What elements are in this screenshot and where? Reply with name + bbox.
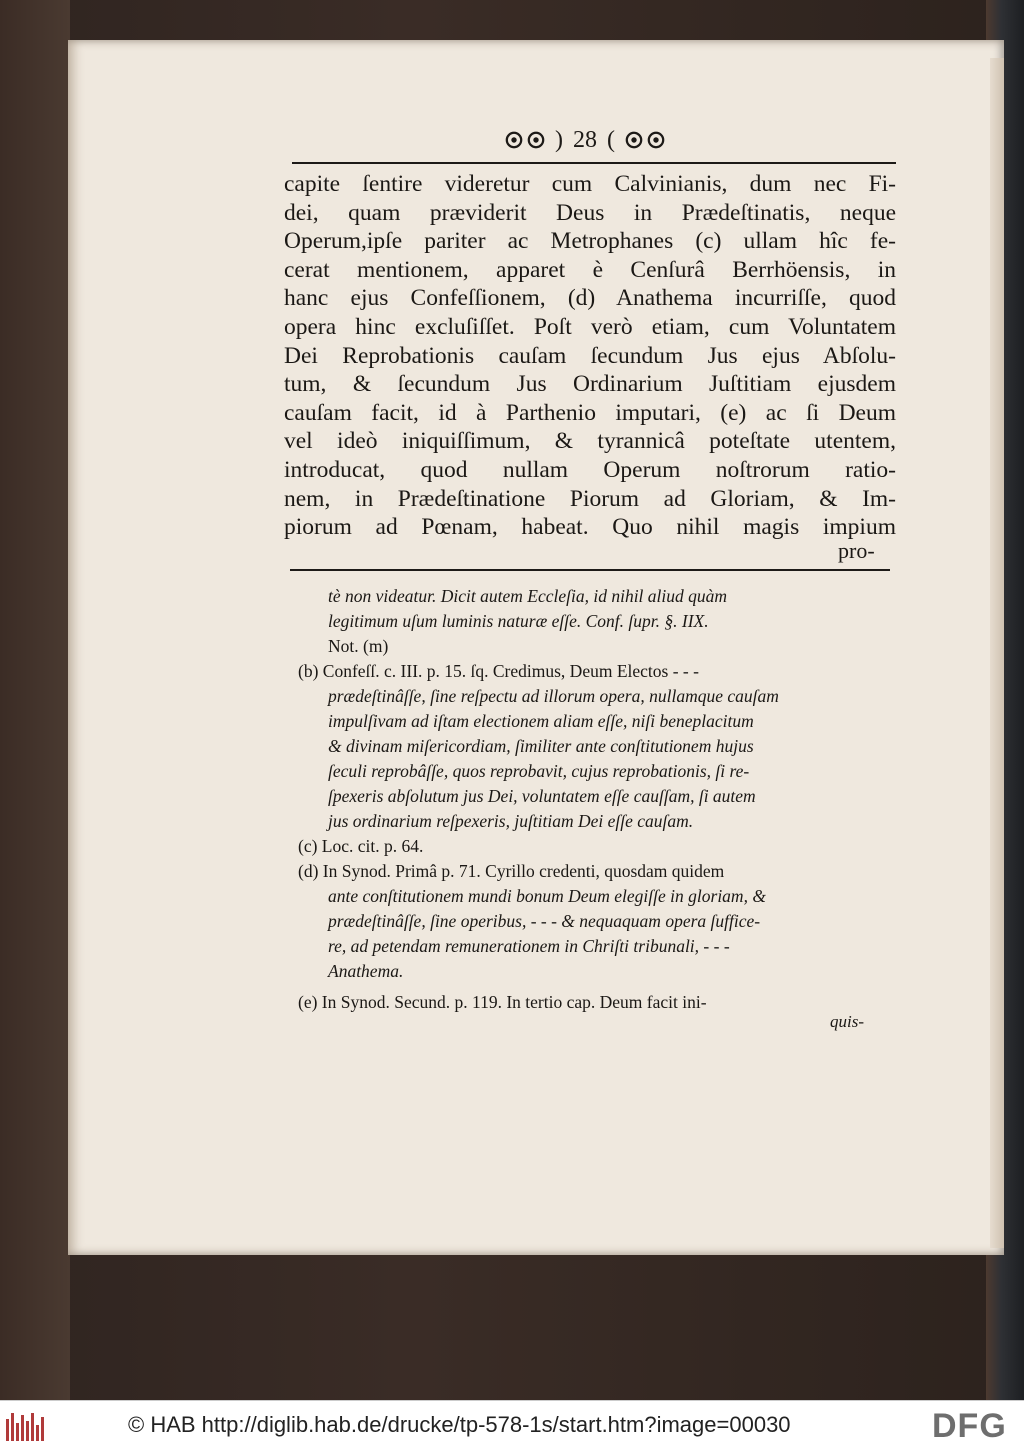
note-line: ante conſtitutionem mundi bonum Deum elegiſſe in gloriam, &	[328, 886, 766, 906]
page-header	[470, 120, 700, 160]
note-line: ſeculi reprobâſſe, quos reprobavit, cujus reprobationis, ſi re-	[328, 761, 750, 781]
main-text-block	[284, 170, 896, 542]
paren-close: )	[555, 126, 563, 153]
note-line: tè non videatur. Dicit autem Eccleſia, id nihil aliud quàm	[328, 586, 728, 606]
footnotes	[298, 584, 886, 1015]
page-number: 28	[573, 126, 597, 153]
page-fore-edge	[990, 58, 1004, 1248]
main-line: tum, & ſecundum Jus Ordinarium Juſtitiam ejusdem	[284, 371, 896, 398]
footnote-c	[298, 834, 886, 859]
note-line: (b) Confeſſ. c. III. p. 15. ſq. Credimus, Deum Electos - - -	[298, 661, 699, 681]
catchword: pro-	[838, 538, 875, 563]
note-line: (d) In Synod. Primâ p. 71. Cyrillo credenti, quosdam quidem	[298, 861, 725, 881]
ornament-right-icon	[625, 131, 665, 149]
source-credit-link[interactable]: © HAB http://diglib.hab.de/drucke/tp-578-1s/start.htm?image=00030	[128, 1412, 791, 1437]
footnote-e	[298, 990, 886, 1015]
ornament-left-icon	[505, 131, 545, 149]
footnote-d	[298, 859, 886, 984]
note-line: legitimum uſum luminis naturæ eſſe. Conf. ſupr. §. IIX.	[328, 611, 709, 631]
footnote-catchword: quis-	[830, 1012, 864, 1031]
hab-logo-icon	[6, 1411, 44, 1441]
main-line: Operum,ipſe pariter ac Metrophanes (c) ullam hîc fe-	[284, 228, 896, 255]
paren-open: (	[607, 126, 615, 153]
footnote-b	[298, 659, 886, 834]
note-line: Not. (m)	[328, 636, 389, 656]
note-line: (e) In Synod. Secund. p. 119. In tertio cap. Deum facit ini-	[298, 992, 707, 1012]
main-line: vel ideò iniquiſſimum, & tyrannicâ poteſtate utentem,	[284, 428, 896, 455]
note-line: prædeſtinâſſe, ſine reſpectu ad illorum opera, nullamque cauſam	[328, 686, 779, 706]
note-line: impulſivam ad iſtam electionem aliam eſſe, niſi beneplacitum	[328, 711, 754, 731]
main-line: hanc ejus Confeſſionem, (d) Anathema incurriſſe, quod	[284, 285, 896, 312]
footnote-rule	[290, 569, 890, 571]
main-line: cerat mentionem, apparet è Cenſurâ Berrhöensis, in	[284, 256, 896, 283]
main-line: cauſam facit, id à Parthenio imputari, (e) ac ſi Deum	[284, 399, 896, 426]
note-line: re, ad petendam remunerationem in Chriſti tribunali, - - -	[328, 936, 730, 956]
note-line: Anathema.	[328, 961, 404, 981]
dfg-logo: DFG	[932, 1407, 1007, 1445]
note-line: (c) Loc. cit. p. 64.	[298, 836, 424, 856]
main-line: piorum ad Pœnam, habeat. Quo nihil magis impium	[284, 514, 896, 541]
main-line: nem, in Prædeſtinatione Piorum ad Gloriam, & Im-	[284, 485, 896, 512]
main-line: capite ſentire videretur cum Calvinianis, dum nec Fi-	[284, 171, 896, 197]
book-left-edge	[0, 0, 70, 1400]
main-line: dei, quam præviderit Deus in Prædeſtinatis, neque	[284, 199, 896, 226]
main-line: opera hinc excluſiſſet. Poſt verò etiam, cum Voluntatem	[284, 313, 896, 340]
note-line: jus ordinarium reſpexeris, juſtitiam Dei eſſe cauſam.	[328, 811, 694, 831]
main-line: Dei Reprobationis cauſam ſecundum Jus ejus Abſolu-	[284, 342, 896, 369]
note-line: prædeſtinâſſe, ſine operibus, - - - & nequaquam opera ſuffice-	[328, 911, 761, 931]
main-line: introducat, quod nullam Operum noſtrorum ratio-	[284, 456, 896, 483]
viewer-footer	[0, 1400, 1024, 1449]
header-rule	[292, 162, 896, 164]
note-line: & divinam miſericordiam, ſimiliter ante conſtitutionem hujus	[328, 736, 754, 756]
note-line: ſpexeris abſolutum jus Dei, voluntatem eſſe cauſſam, ſi autem	[328, 786, 756, 806]
footnote-continued	[328, 584, 886, 659]
